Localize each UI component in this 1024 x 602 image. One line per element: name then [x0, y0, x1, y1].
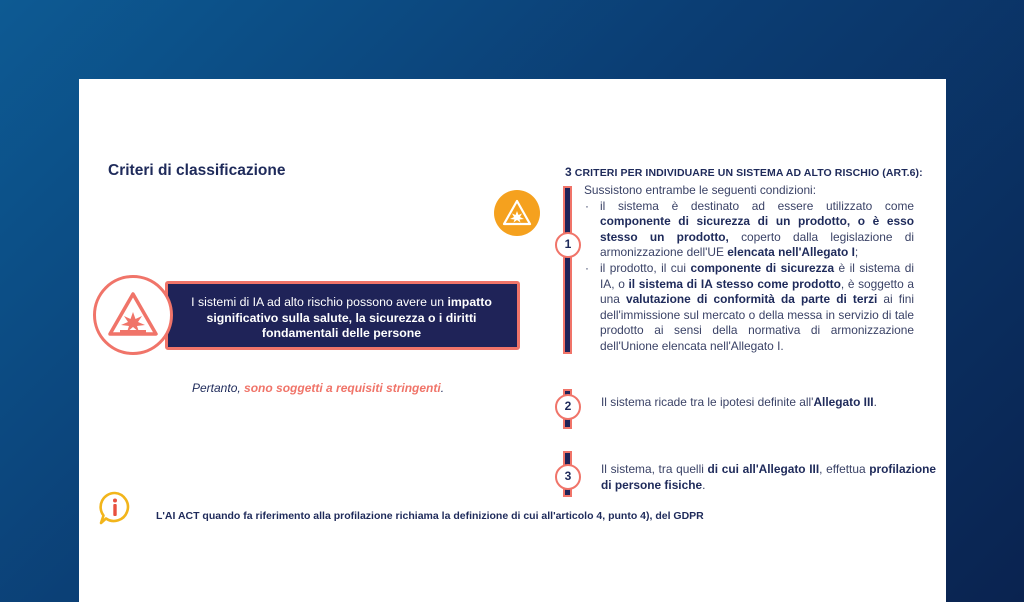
criterion-1-number: 1	[555, 232, 581, 258]
criteria-header	[565, 165, 923, 179]
bullet-2-text-1: il prodotto, il cui	[600, 260, 691, 275]
conclusion-text	[192, 381, 444, 395]
bullet-2-bold-1: componente di sicurezza	[690, 260, 835, 275]
criterion-2-text	[601, 395, 877, 409]
criterion-3-text	[601, 462, 936, 493]
bullet-2-bold-3: valutazione di conformità da parte di terzi	[625, 292, 878, 307]
bullet-2-text-2: è il sistema di IA, o	[600, 260, 914, 291]
banner-text	[178, 295, 505, 342]
bullet-dot: ·	[585, 260, 589, 275]
criterion-2-bold-1: Allegato III	[813, 395, 874, 409]
criterion-3-text-1: Il sistema, tra quelli	[601, 462, 708, 476]
bullet-2-bold-2: il sistema di IA stesso come prodotto	[628, 276, 841, 291]
bullet-1-text-2: coperto dalla legislazione di armonizzazione dell'UE	[600, 229, 914, 260]
slide	[79, 79, 946, 602]
info-icon	[97, 490, 133, 526]
criterion-2-text-2: .	[873, 395, 877, 409]
criterion-2-text-1: Il sistema ricade tra le ipotesi definite all'	[601, 395, 814, 409]
explosion-hazard-icon	[494, 190, 540, 236]
bullet-2-text-3: , è soggetto a una	[600, 276, 914, 307]
conclusion-highlight: sono soggetti a requisiti stringenti	[244, 381, 441, 395]
bullet-2-text-4: ai fini dell'immissione sul mercato o della messa in servizio di tale prodotto ai sensi della normativa di armonizzazione dell'Unione elencata nell'Allegato I.	[600, 292, 914, 353]
conclusion-prefix: Pertanto,	[192, 381, 245, 395]
bullet-1-text-1: il sistema è destinato ad essere utilizzato come	[600, 198, 914, 213]
bullet-1-bold-2: elencata nell'Allegato I	[727, 245, 855, 260]
criterion-3-text-2: , effettua	[819, 462, 870, 476]
criterion-3-number: 3	[555, 464, 581, 490]
criterion-3-bold-1: di cui all'Allegato III	[707, 462, 820, 476]
criterion-3-text-3: .	[702, 477, 706, 492]
criterion-2-number: 2	[555, 394, 581, 420]
page-title: Criteri di classificazione	[108, 162, 286, 179]
conclusion-suffix: .	[440, 381, 445, 395]
criteria-count: 3	[565, 165, 572, 179]
bullet-1-bold-1: componente di sicurezza di un prodotto, o è esso stesso un prodotto,	[600, 214, 914, 244]
banner-text-bold: impatto significativo sulla salute, la sicurezza o i diritti fondamentali delle persone	[206, 295, 492, 340]
banner-text-normal: I sistemi di IA ad alto rischio possono avere un	[191, 295, 448, 309]
criterion-1-intro: Sussistono entrambe le seguenti condizioni:	[584, 183, 817, 197]
impact-banner	[165, 281, 520, 350]
footer-note: L'AI ACT quando fa riferimento alla profilazione richiama la definizione di cui all'articolo 4, punto 4), del GDPR	[156, 510, 704, 522]
criterion-1-bar	[563, 186, 572, 354]
explosion-warning-icon	[93, 275, 173, 355]
criteria-header-text: CRITERI PER INDIVIDUARE UN SISTEMA AD ALTO RISCHIO (ART.6):	[571, 167, 923, 179]
bullet-1-text-3: ;	[854, 245, 859, 260]
criterion-3-bold-2: profilazione di persone fisiche	[601, 462, 936, 492]
criterion-1-text	[584, 183, 914, 355]
criterion-1-bullet-2	[584, 261, 914, 355]
criterion-1-bullet-1	[584, 199, 914, 261]
bullet-dot: ·	[585, 198, 589, 213]
